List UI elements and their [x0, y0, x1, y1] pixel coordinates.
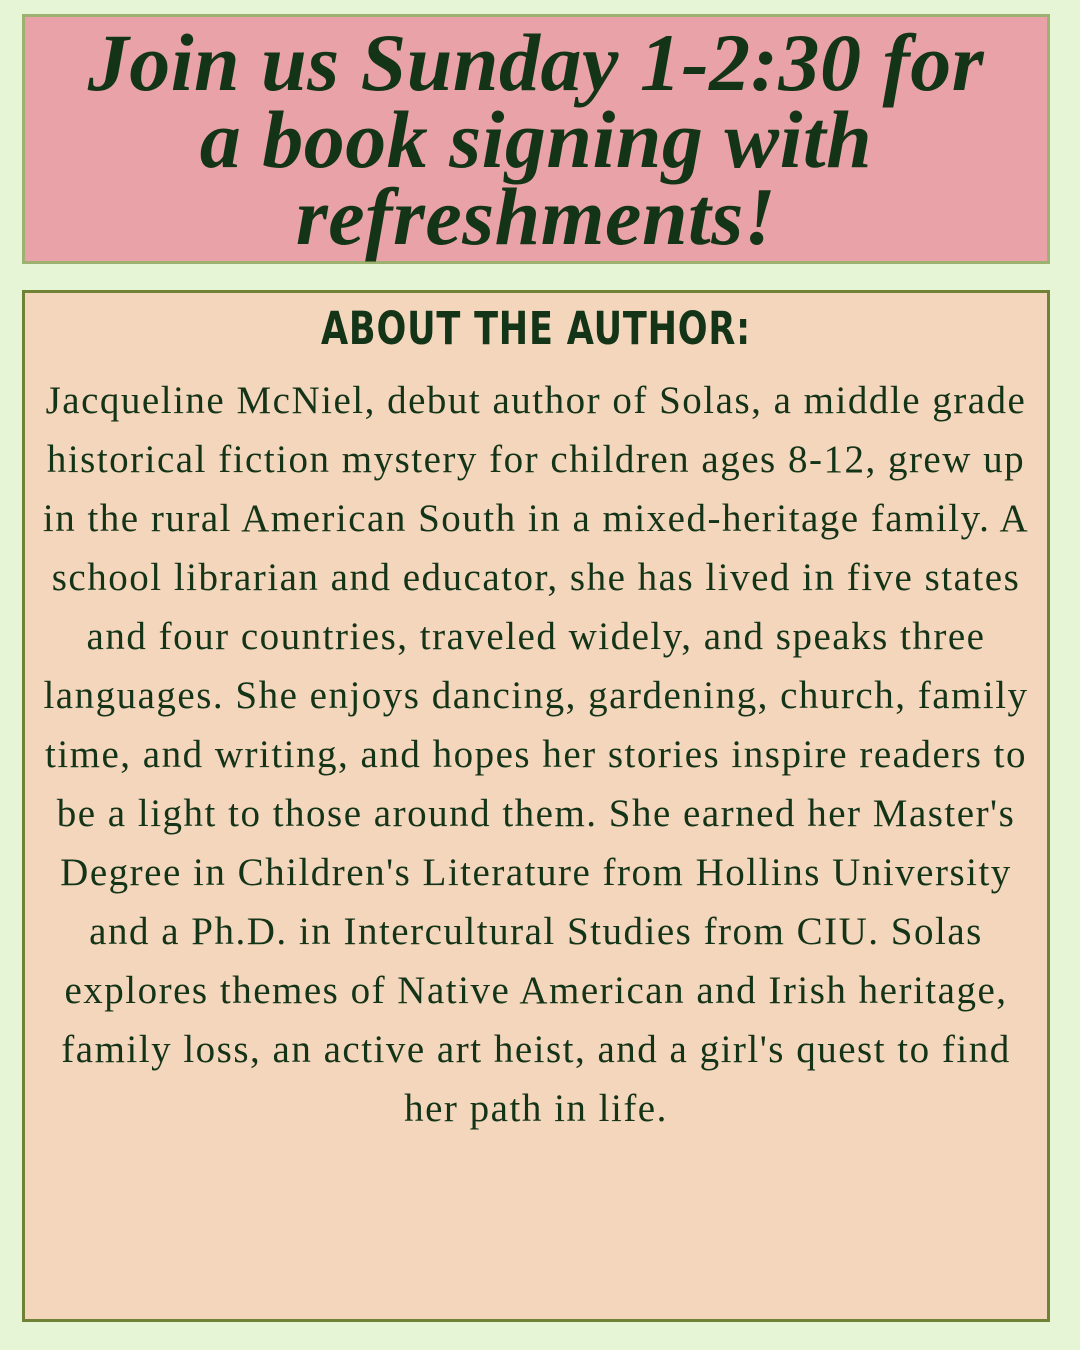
author-bio: Jacqueline McNiel, debut author of Solas, a middle grade historical fiction mystery for children ages 8-12, grew up in the rural American South in a mixed-heritage family. A school librarian and educator, she has lived in five states and four countries, traveled widely, and speaks three languages. She enjoys dancing, gardening, church, family time, and writing, and hopes her stories inspire readers to be a light to those around them. She earned her Master's Degree in Children's Literature from Hollins University and a Ph.D. in Intercultural Studies from CIU. Solas explores themes of Native American and Irish heritage, family loss, an active art heist, and a girl's quest to find her path in life. [42, 379, 1030, 1130]
event-banner [22, 14, 1050, 264]
about-author-panel [22, 290, 1050, 1322]
about-heading: ABOUT THE AUTHOR: [320, 302, 751, 355]
event-headline: Join us Sunday 1-2:30 for a book signing with refreshments! [87, 16, 985, 262]
